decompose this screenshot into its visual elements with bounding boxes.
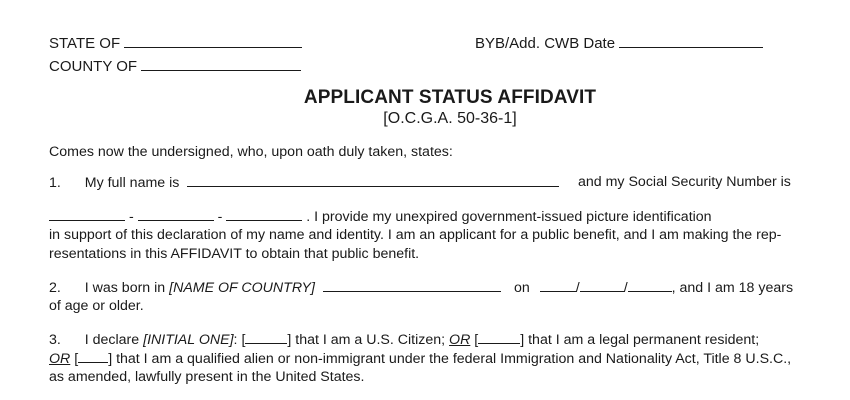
bracket-open-1: [ bbox=[241, 332, 246, 348]
ssn-part2-field[interactable] bbox=[138, 207, 214, 221]
item2-line1 bbox=[49, 278, 501, 297]
byb-date-field[interactable] bbox=[619, 34, 763, 48]
birth-day-field[interactable] bbox=[580, 278, 624, 292]
item3-line3: as amended, lawfully present in the United States. bbox=[49, 369, 365, 385]
full-name-label: My full name is bbox=[84, 175, 180, 191]
bracket-open-3: [ bbox=[74, 351, 79, 367]
byb-label: BYB/Add. CWB Date bbox=[475, 35, 616, 52]
citizen-initial-field[interactable] bbox=[245, 330, 287, 344]
item1-line-ssn bbox=[49, 207, 712, 226]
or-1: OR bbox=[449, 332, 471, 348]
item2-line2: of age or older. bbox=[49, 298, 144, 314]
age-tail: , and I am 18 years bbox=[671, 280, 794, 296]
declare-label: I declare bbox=[84, 332, 140, 348]
country-field[interactable] bbox=[323, 278, 501, 292]
state-line bbox=[49, 34, 302, 53]
citizen-text: ] that I am a U.S. Citizen; bbox=[287, 332, 446, 348]
ssn-label: and my Social Security Number is bbox=[578, 174, 791, 190]
county-line bbox=[49, 57, 301, 76]
item1-line3: resentations in this AFFIDAVIT to obtain that public benefit. bbox=[49, 246, 420, 262]
date-slash-1: / bbox=[575, 280, 580, 296]
item3-line2 bbox=[49, 349, 791, 368]
item1-id-text: . I provide my unexpired government-issued picture identification bbox=[306, 209, 712, 225]
county-field[interactable] bbox=[141, 57, 301, 71]
item3-number: 3. bbox=[49, 332, 61, 348]
state-label: STATE OF bbox=[49, 35, 121, 52]
county-label: COUNTY OF bbox=[49, 58, 138, 75]
initial-colon: : bbox=[233, 332, 238, 348]
item1-line2: in support of this declaration of my name and identity. I am an applicant for a public benefit, and I am making the rep- bbox=[49, 227, 782, 243]
alien-initial-field[interactable] bbox=[78, 349, 108, 363]
ssn-dash-1: - bbox=[128, 209, 134, 225]
ssn-dash-2: - bbox=[217, 209, 223, 225]
ssn-part1-field[interactable] bbox=[49, 207, 125, 221]
resident-initial-field[interactable] bbox=[478, 330, 520, 344]
byb-line bbox=[475, 34, 763, 53]
item1-line1 bbox=[49, 173, 559, 192]
item2-number: 2. bbox=[49, 280, 61, 296]
alien-text: ] that I am a qualified alien or non-immigrant under the federal Immigration and Nationality Act, Title 8 U.S.C., bbox=[108, 351, 792, 367]
item1-number: 1. bbox=[49, 175, 61, 191]
ssn-part3-field[interactable] bbox=[226, 207, 302, 221]
or-2: OR bbox=[49, 351, 71, 367]
date-slash-2: / bbox=[623, 280, 628, 296]
state-field[interactable] bbox=[124, 34, 302, 48]
resident-text: ] that I am a legal permanent resident; bbox=[520, 332, 760, 348]
birth-month-field[interactable] bbox=[540, 278, 576, 292]
full-name-field[interactable] bbox=[187, 173, 559, 187]
initial-one-label: [INITIAL ONE] bbox=[143, 332, 234, 348]
page-title: APPLICANT STATUS AFFIDAVIT bbox=[303, 87, 597, 108]
intro-text: Comes now the undersigned, who, upon oath duly taken, states: bbox=[49, 144, 453, 160]
item2-date bbox=[514, 278, 793, 297]
on-label: on bbox=[514, 280, 530, 296]
statute-citation: [O.C.G.A. 50-36-1] bbox=[383, 110, 517, 127]
birth-year-field[interactable] bbox=[628, 278, 672, 292]
country-placeholder: [NAME OF COUNTRY] bbox=[169, 280, 315, 296]
bracket-open-2: [ bbox=[474, 332, 479, 348]
born-label: I was born in bbox=[84, 280, 166, 296]
item3-line1 bbox=[49, 330, 759, 349]
